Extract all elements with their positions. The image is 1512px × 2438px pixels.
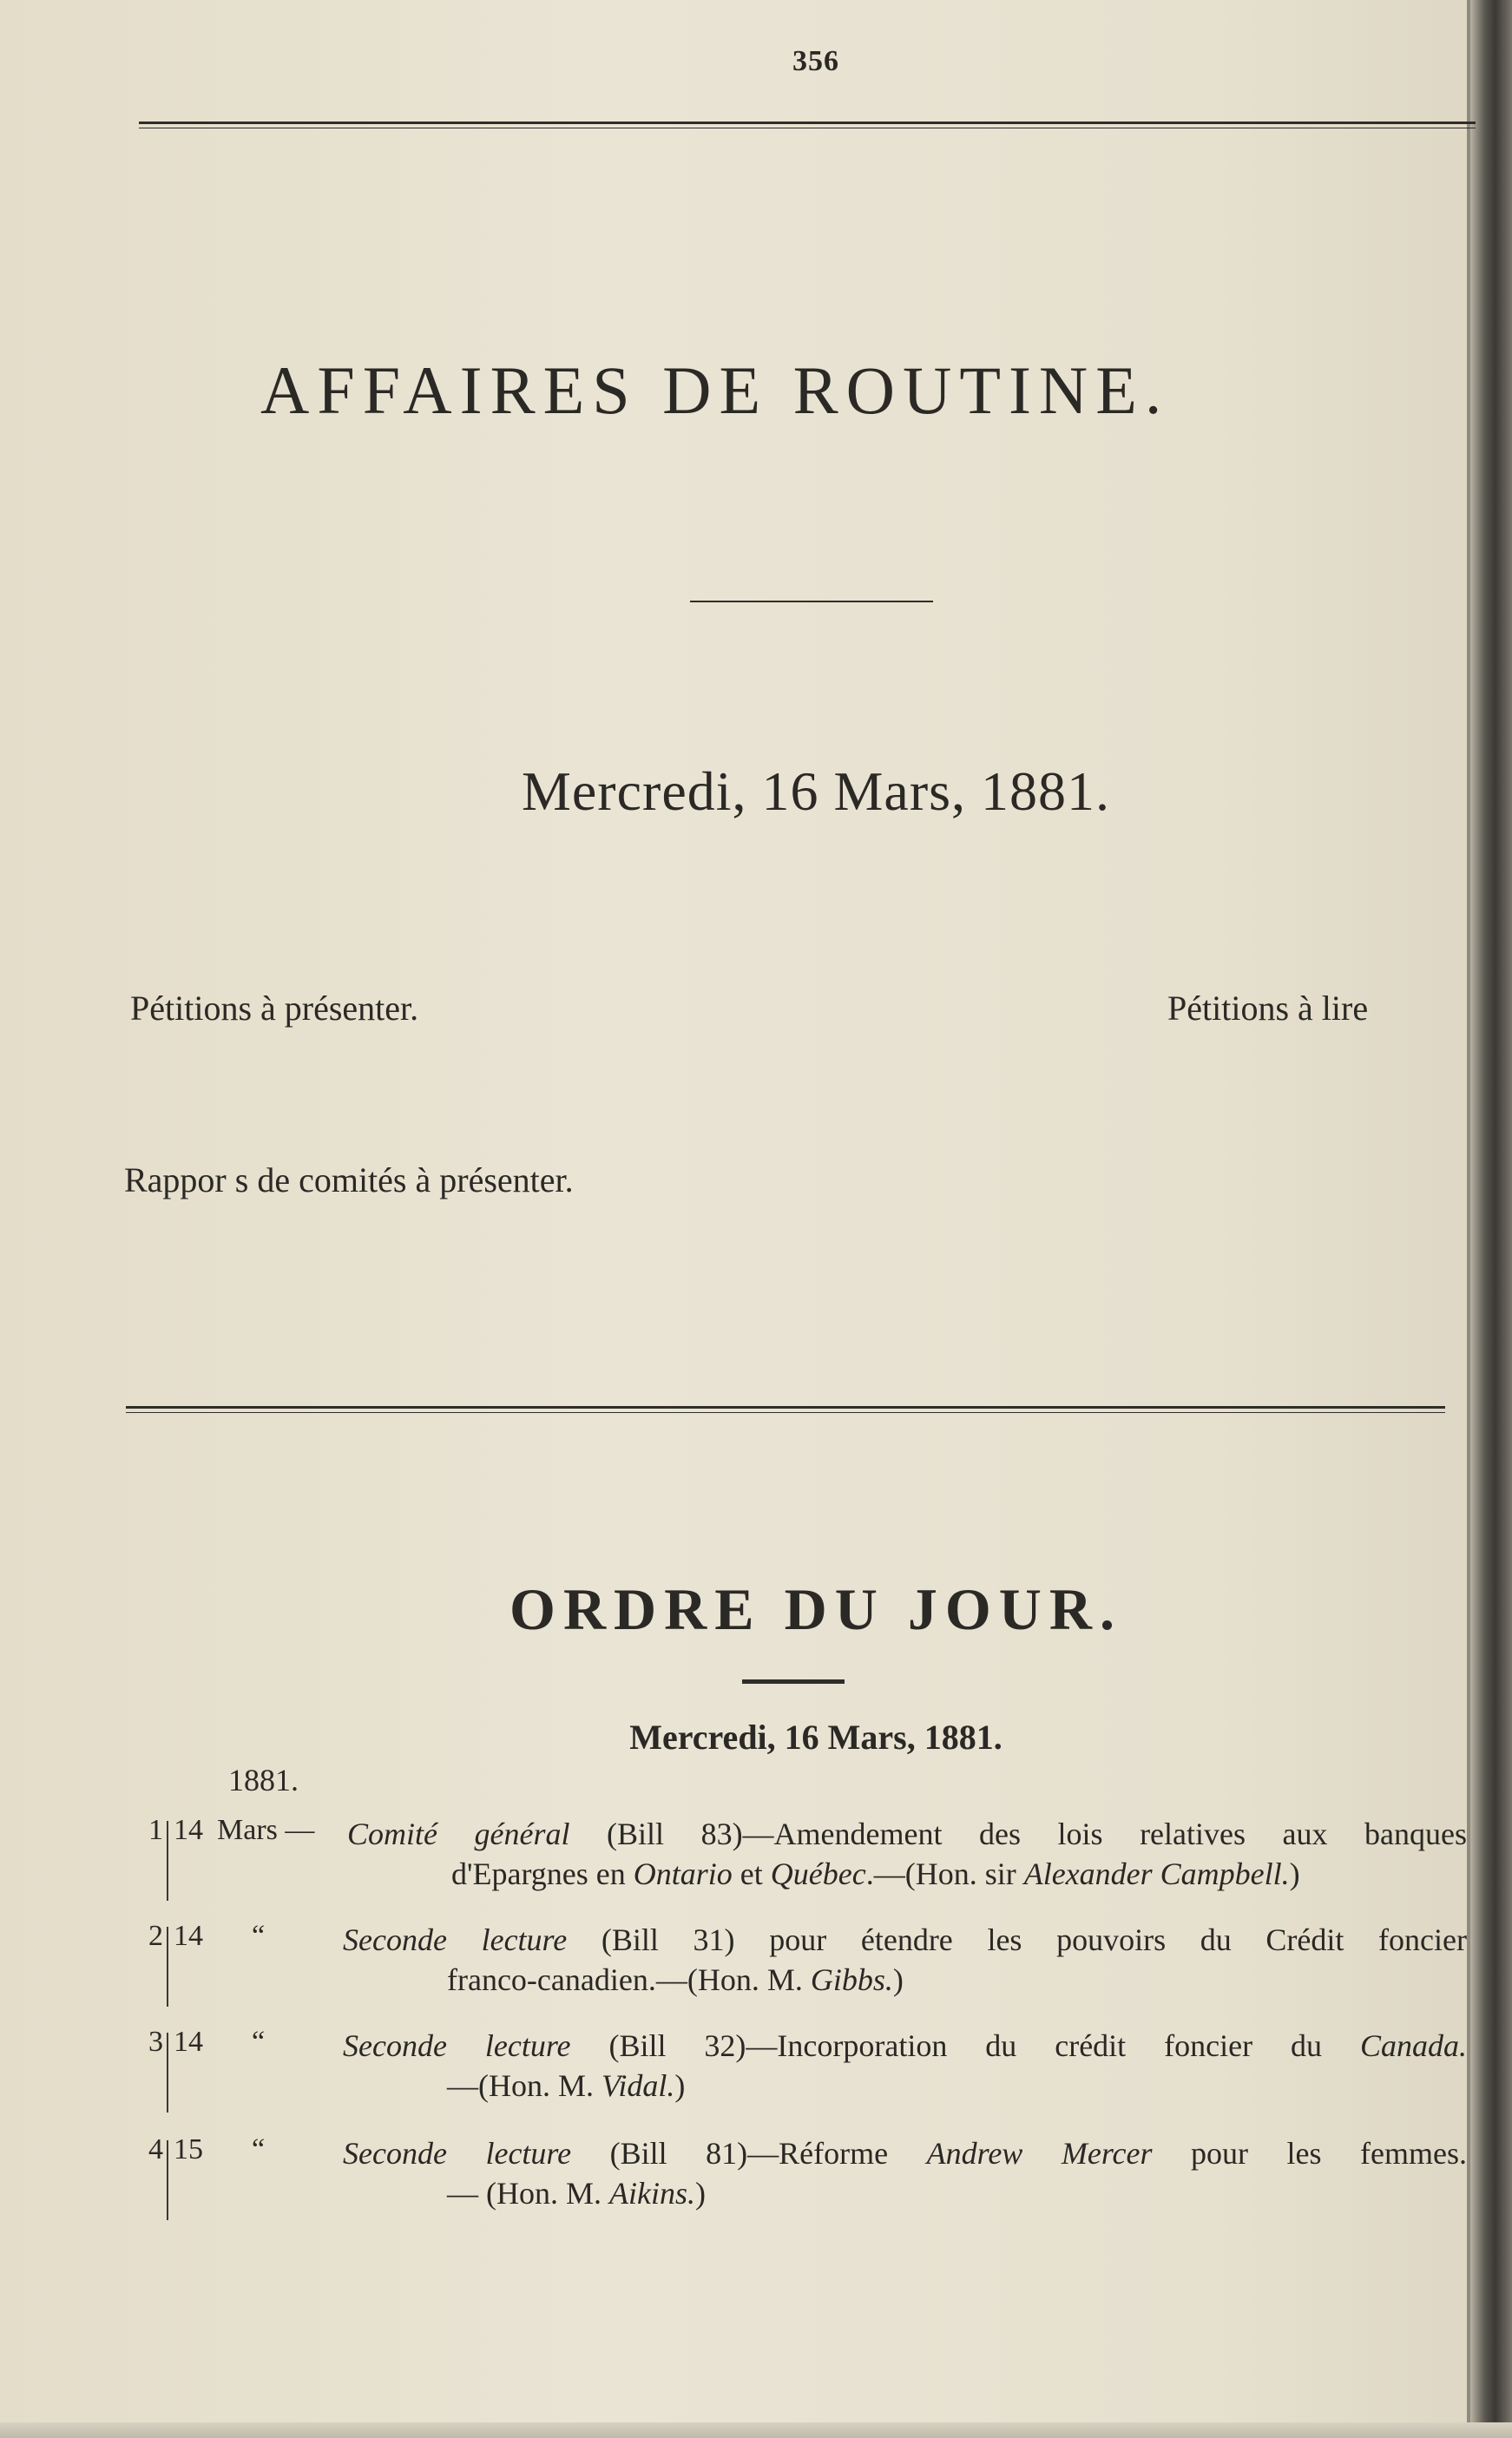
entry-bar [167, 1821, 168, 1901]
petitions-present-label: Pétitions à présenter. [130, 989, 419, 1028]
entry-bill: (Bill 83)—Amendement des lois relatives aux banques [607, 1817, 1468, 1851]
entry-stage: Comité général [347, 1817, 570, 1851]
entry-number: 4 [148, 2133, 163, 2165]
entry-place: Andrew Mercer [926, 2136, 1153, 2171]
entry-number: 1 [148, 1814, 163, 1846]
entry-description [343, 1920, 1467, 2000]
entry-bar [167, 2140, 168, 2220]
entry-text: ) [1289, 1856, 1300, 1891]
entry-member: Vidal. [602, 2068, 675, 2103]
routine-title: AFFAIRES DE ROUTINE. [260, 352, 1170, 428]
entry-month: “ [252, 2133, 266, 2165]
entry-bill: (Bill 32)—Incorporation du crédit foncier du [608, 2028, 1360, 2063]
routine-date: Mercredi, 16 Mars, 1881. [521, 760, 1111, 822]
entry-member: Aikins. [609, 2176, 695, 2211]
entry-month: “ [252, 2026, 266, 2058]
petitions-read-label: Pétitions à lire [1167, 989, 1369, 1028]
entry-text: d'Epargnes en [451, 1856, 634, 1891]
entry-day: 14 [174, 1920, 203, 1952]
entry-text: ) [694, 2176, 706, 2211]
entry-bar [167, 2033, 168, 2113]
order-entry [130, 1920, 1467, 2024]
entry-place: Québec [770, 1856, 866, 1891]
entry-description [343, 2133, 1467, 2213]
entry-text: ) [892, 1962, 904, 1997]
order-entry [130, 2133, 1467, 2238]
entry-stage: Seconde lecture [343, 1922, 568, 1957]
entry-month: “ [252, 1920, 266, 1952]
entry-bill-tail: pour les femmes. [1152, 2136, 1467, 2171]
entry-text: ) [674, 2068, 686, 2103]
entry-description [347, 1814, 1467, 1894]
entry-number: 2 [148, 1920, 163, 1952]
order-entry [130, 1814, 1467, 1918]
section-double-rule [126, 1406, 1445, 1413]
book-spine [1470, 0, 1512, 2438]
entry-text: —(Hon. M. [447, 2068, 602, 2103]
order-entry [130, 2026, 1467, 2130]
entry-place: Ontario [633, 1856, 733, 1891]
entry-member: Gibbs. [810, 1962, 893, 1997]
header-double-rule [139, 122, 1476, 128]
entry-place: Canada. [1359, 2028, 1467, 2063]
page-number: 356 [792, 45, 839, 77]
ordre-title: ORDRE DU JOUR. [509, 1576, 1122, 1642]
ordre-year: 1881. [228, 1763, 299, 1797]
ordre-short-rule [742, 1679, 845, 1684]
entry-bill: (Bill 31) pour étendre les pouvoirs du Crédit foncier [601, 1922, 1467, 1957]
entry-bar [167, 1927, 168, 2007]
entry-text: et [732, 1856, 771, 1891]
entry-day: 14 [174, 2026, 203, 2058]
entry-month: Mars — [217, 1814, 315, 1846]
entry-stage: Seconde lecture [343, 2136, 572, 2171]
entry-member: Alexander Campbell. [1023, 1856, 1290, 1891]
entry-text: — (Hon. M. [447, 2176, 609, 2211]
entry-bill: (Bill 81)—Réforme [609, 2136, 927, 2171]
entry-day: 14 [174, 1814, 203, 1846]
entry-number: 3 [148, 2026, 163, 2058]
entry-day: 15 [174, 2133, 203, 2165]
reports-label: Rappor s de comités à présenter. [124, 1160, 574, 1199]
ordre-date: Mercredi, 16 Mars, 1881. [629, 1718, 1003, 1757]
entry-text: franco-canadien.—(Hon. M. [447, 1962, 811, 1997]
entry-description [343, 2026, 1467, 2106]
routine-short-rule [690, 601, 933, 602]
page-bottom-edge [0, 2422, 1512, 2438]
entry-text: .—(Hon. sir [865, 1856, 1024, 1891]
entry-stage: Seconde lecture [343, 2028, 571, 2063]
